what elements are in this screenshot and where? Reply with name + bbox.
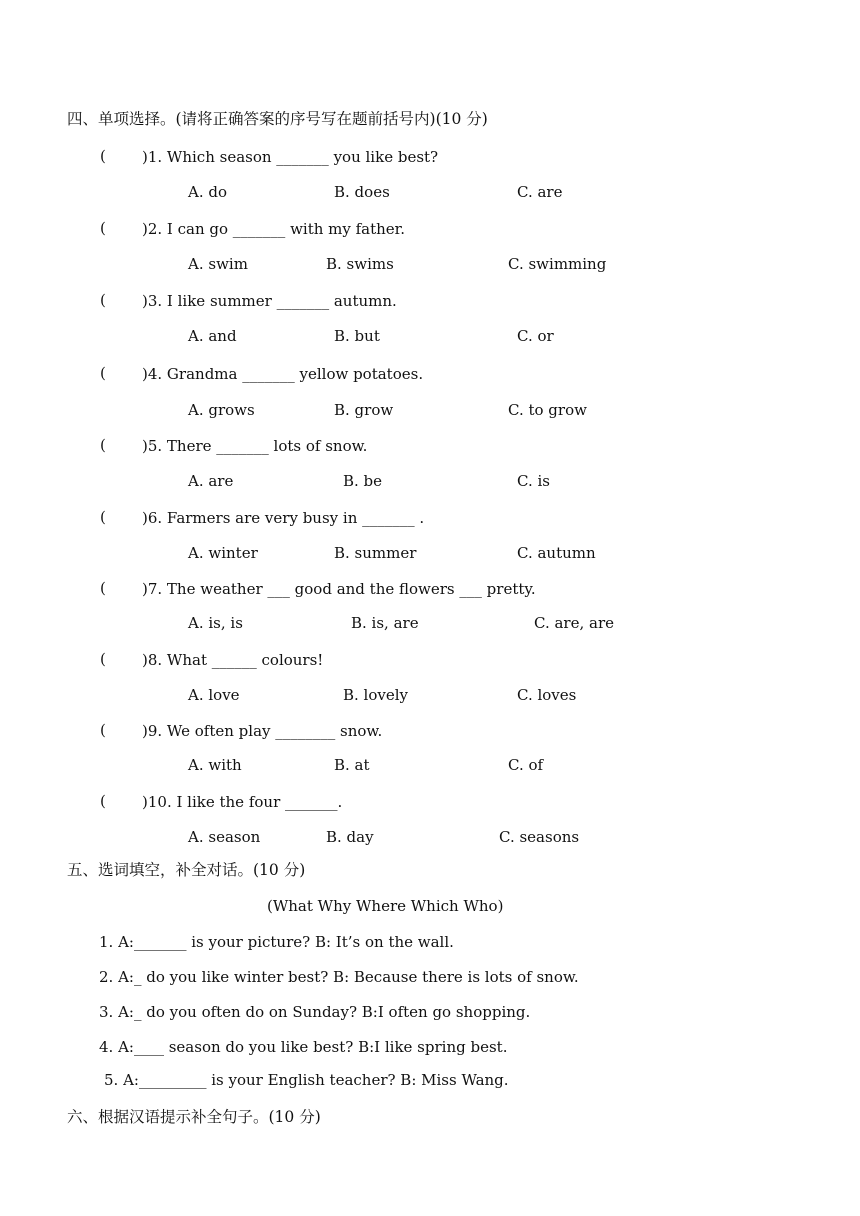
option-c: C. seasons (499, 828, 580, 846)
dialogue-item: 5. A:_________ is your English teacher? B: Miss Wang. (104, 1071, 509, 1089)
question-stem: )8. What ______ colours! (142, 651, 324, 669)
option-a: A. and (188, 327, 237, 345)
answer-bracket: ( (100, 219, 106, 237)
option-c: C. or (517, 327, 554, 345)
option-a: A. are (188, 472, 234, 490)
option-b: B. day (326, 828, 374, 846)
section-6-heading: 六、根据汉语提示补全句子。(10 分) (67, 1108, 321, 1126)
option-b: B. lovely (343, 686, 409, 704)
option-a: A. grows (188, 401, 255, 419)
answer-bracket: ( (100, 364, 106, 382)
option-a: A. is, is (188, 614, 243, 632)
question-stem: )7. The weather ___ good and the flowers ___ pretty. (142, 580, 536, 598)
option-b: B. but (334, 327, 380, 345)
option-c: C. is (517, 472, 550, 490)
option-b: B. does (334, 183, 390, 201)
option-c: C. of (508, 756, 544, 774)
question-stem: )6. Farmers are very busy in _______ . (142, 509, 425, 527)
answer-bracket: ( (100, 650, 106, 668)
option-c: C. autumn (517, 544, 596, 562)
question-stem: )10. I like the four _______. (142, 793, 343, 811)
option-c: C. loves (517, 686, 577, 704)
answer-bracket: ( (100, 508, 106, 526)
question-stem: )1. Which season _______ you like best? (142, 148, 439, 166)
option-c: C. to grow (508, 401, 587, 419)
question-stem: )3. I like summer _______ autumn. (142, 292, 397, 310)
option-b: B. summer (334, 544, 417, 562)
option-a: A. winter (188, 544, 258, 562)
section-4-heading: 四、单项选择。(请将正确答案的序号写在题前括号内)(10 分) (67, 110, 488, 128)
option-b: B. be (343, 472, 383, 490)
option-a: A. season (188, 828, 261, 846)
answer-bracket: ( (100, 579, 106, 597)
option-c: C. are, are (534, 614, 614, 632)
option-a: A. love (188, 686, 240, 704)
option-a: A. do (188, 183, 228, 201)
section-5-heading: 五、选词填空，补全对话。(10 分) (67, 861, 306, 879)
question-stem: )4. Grandma _______ yellow potatoes. (142, 365, 424, 383)
option-b: B. swims (326, 255, 394, 273)
answer-bracket: ( (100, 792, 106, 810)
question-stem: )9. We often play ________ snow. (142, 722, 383, 740)
option-b: B. at (334, 756, 370, 774)
option-c: C. swimming (508, 255, 607, 273)
answer-bracket: ( (100, 721, 106, 739)
answer-bracket: ( (100, 291, 106, 309)
question-stem: )2. I can go _______ with my father. (142, 220, 405, 238)
word-bank: (What Why Where Which Who) (267, 897, 504, 915)
question-stem: )5. There _______ lots of snow. (142, 437, 368, 455)
answer-bracket: ( (100, 147, 106, 165)
dialogue-item: 3. A:_ do you often do on Sunday? B:I often go shopping. (99, 1003, 531, 1021)
option-b: B. grow (334, 401, 394, 419)
dialogue-item: 2. A:_ do you like winter best? B: Because there is lots of snow. (99, 968, 579, 986)
option-a: A. swim (188, 255, 248, 273)
option-a: A. with (188, 756, 242, 774)
option-c: C. are (517, 183, 563, 201)
dialogue-item: 1. A:_______ is your picture? B: It’s on the wall. (99, 933, 454, 951)
dialogue-item: 4. A:____ season do you like best? B:I like spring best. (99, 1038, 508, 1056)
option-b: B. is, are (351, 614, 419, 632)
answer-bracket: ( (100, 436, 106, 454)
